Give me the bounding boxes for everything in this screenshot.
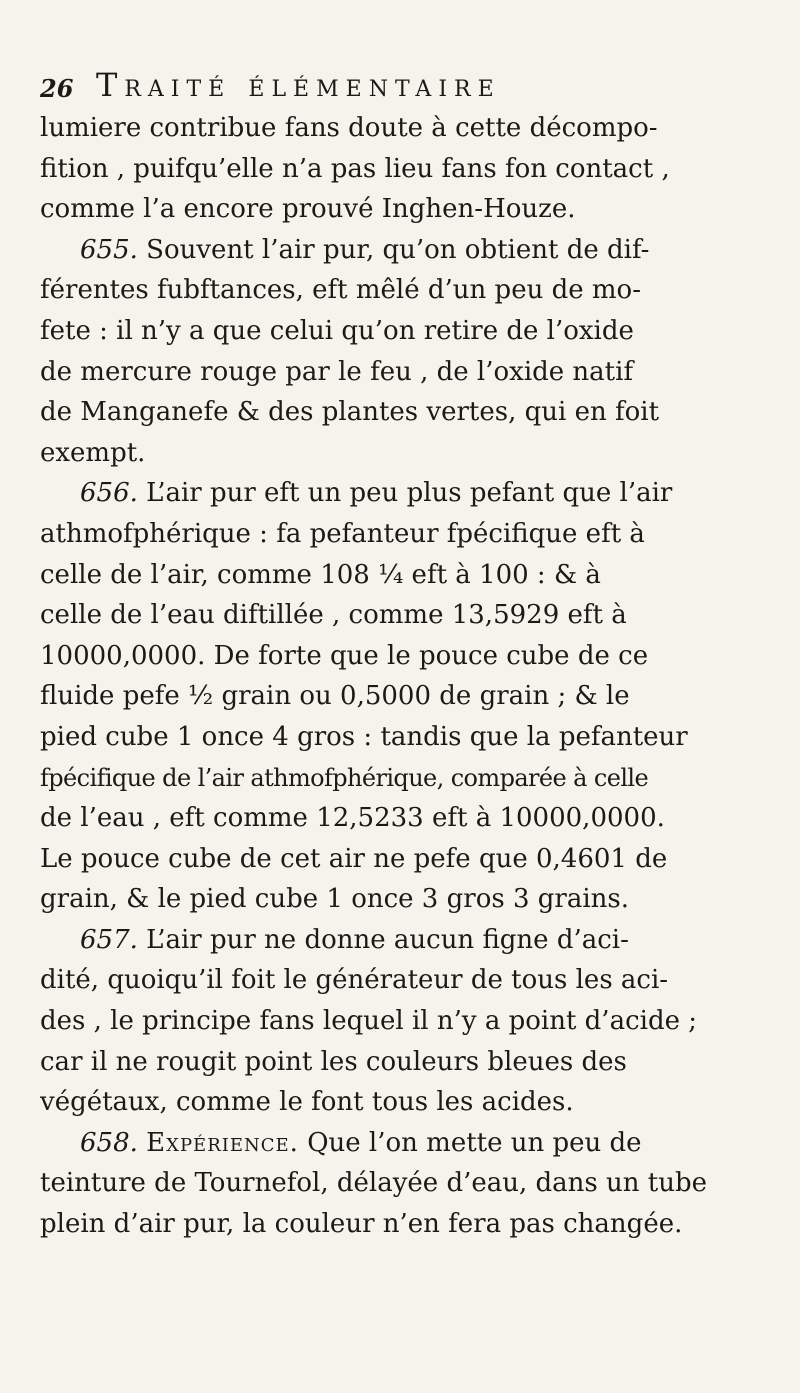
text-span: Souvent l’air pur, qu’on obtient de dif- bbox=[146, 234, 650, 265]
text-line: athmofphérique : fa pefanteur fpécifique eft à bbox=[40, 518, 645, 549]
text-line: de Manganefe & des plantes vertes, qui en foit bbox=[40, 397, 660, 428]
paragraph-number: 655. bbox=[80, 234, 138, 265]
paragraph-655 bbox=[40, 230, 762, 474]
text-span: L’air pur eft un peu plus pefant que l’air bbox=[146, 478, 673, 509]
text-line: grain, & le pied cube 1 once 3 gros 3 grains. bbox=[40, 884, 629, 915]
text-line: des , le principe fans lequel il n’y a point d’acide ; bbox=[40, 1006, 698, 1037]
paragraph-656 bbox=[40, 473, 762, 920]
text-line: celle de l’air, comme 108 ¼ eft à 100 : & à bbox=[40, 559, 601, 590]
text-line: plein d’air pur, la couleur n’en fera pas changée. bbox=[40, 1209, 683, 1240]
text-line: celle de l’eau diftillée , comme 13,5929 eft à bbox=[40, 600, 627, 631]
page-number: 26 bbox=[40, 74, 74, 103]
paragraph-number: 657. bbox=[80, 924, 138, 955]
text-line bbox=[40, 473, 762, 514]
text-line: 10000,0000. De forte que le pouce cube de ce bbox=[40, 640, 649, 671]
paragraph-continuation bbox=[40, 108, 762, 230]
text-line: de l’eau , eft comme 12,5233 eft à 10000,0000. bbox=[40, 803, 665, 834]
text-line bbox=[40, 920, 762, 961]
text-span: Que l’on mette un peu de bbox=[307, 1127, 642, 1158]
text-line: lumiere contribue fans doute à cette décompo- bbox=[40, 113, 658, 143]
paragraph-658 bbox=[40, 1123, 762, 1245]
text-line: Le pouce cube de cet air ne pefe que 0,4601 de bbox=[40, 843, 668, 874]
text-line: férentes fubftances, eft mêlé d’un peu de mo- bbox=[40, 275, 641, 306]
text-line: comme l’a encore prouvé Inghen-Houze. bbox=[40, 194, 576, 225]
body-text bbox=[40, 108, 762, 1245]
text-line: fete : il n’y a que celui qu’on retire de l’oxide bbox=[40, 315, 634, 346]
text-span: L’air pur ne donne aucun figne d’aci- bbox=[146, 924, 629, 955]
page-header bbox=[40, 66, 760, 106]
text-line: dité, quoiqu’il foit le générateur de tous les aci- bbox=[40, 965, 669, 996]
text-line: teinture de Tournefol, délayée d’eau, dans un tube bbox=[40, 1168, 707, 1199]
paragraph-number: 658. bbox=[80, 1127, 138, 1158]
text-line bbox=[40, 1123, 762, 1164]
paragraph-number: 656. bbox=[80, 478, 138, 509]
text-line: fition , puifqu’elle n’a pas lieu fans fon contact , bbox=[40, 153, 670, 184]
text-line bbox=[40, 230, 762, 271]
experiment-label: Expérience. bbox=[146, 1127, 299, 1158]
text-line: pied cube 1 once 4 gros : tandis que la pefanteur bbox=[40, 721, 688, 752]
paragraph-657 bbox=[40, 920, 762, 1123]
text-line: de mercure rouge par le feu , de l’oxide natif bbox=[40, 356, 634, 387]
text-line: fpécifique de l’air athmofphérique, comparée à celle bbox=[40, 763, 649, 792]
text-line: exempt. bbox=[40, 437, 146, 468]
running-head: Traité élémentaire bbox=[96, 66, 501, 104]
text-line: végétaux, comme le font tous les acides. bbox=[40, 1087, 574, 1118]
text-line: car il ne rougit point les couleurs bleues des bbox=[40, 1046, 627, 1077]
text-line: fluide pefe ½ grain ou 0,5000 de grain ; & le bbox=[40, 681, 630, 712]
